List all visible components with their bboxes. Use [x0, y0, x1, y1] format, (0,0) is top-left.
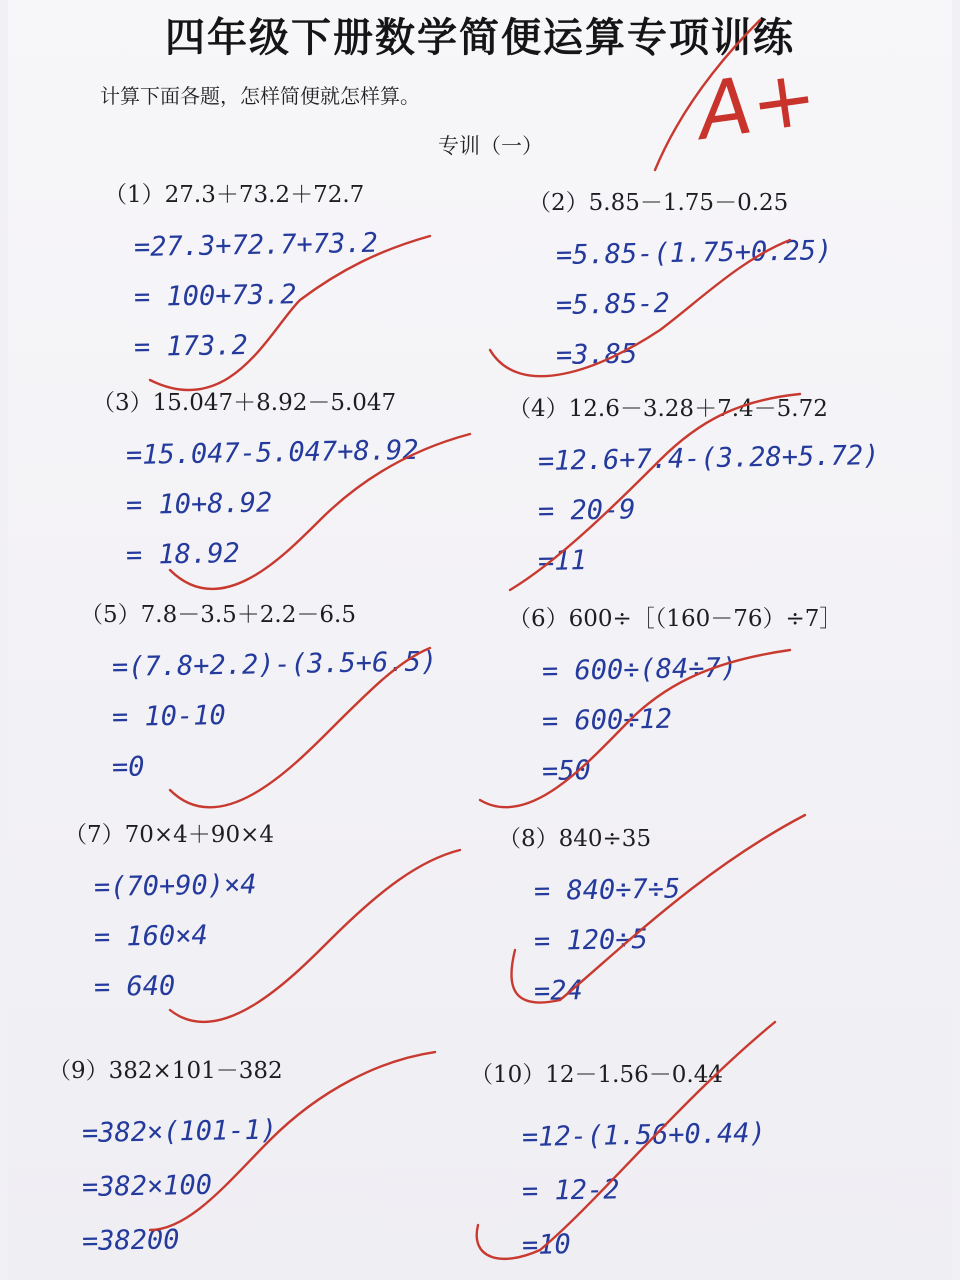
solution-step: = 18.92	[125, 538, 241, 571]
solution-step: = 840÷7÷5	[533, 873, 681, 907]
problem-question: （9）382×101－382	[48, 1058, 283, 1084]
solution-step: = 600÷(84÷7)	[541, 652, 738, 687]
solution-step: = 100+73.2	[133, 279, 297, 313]
solution-step: =5.85-2	[555, 288, 671, 321]
solution-step: = 600÷12	[541, 703, 673, 737]
solution-step: = 10+8.92	[125, 487, 273, 521]
problem-question: （8）840÷35	[498, 826, 652, 852]
problem-question: （4）12.6－3.28＋7.4－5.72	[508, 396, 828, 422]
solution-step: =11	[537, 545, 588, 577]
section-heading: 专训（一）	[438, 134, 543, 158]
solution-step: =382×(101-1)	[81, 1114, 278, 1149]
page-title: 四年级下册数学简便运算专项训练	[165, 15, 795, 61]
problem-10	[470, 1056, 940, 1273]
solution-step: =3.85	[555, 338, 638, 371]
solution-step: = 640	[93, 970, 176, 1003]
solution-step: =12.6+7.4-(3.28+5.72)	[537, 440, 880, 477]
problem-8	[498, 820, 918, 1017]
problem-question: （5）7.8－3.5＋2.2－6.5	[80, 602, 356, 628]
solution-step: =382×100	[81, 1169, 213, 1203]
solution-step: =(7.8+2.2)-(3.5+6.5)	[111, 646, 438, 683]
problem-7	[64, 816, 484, 1013]
solution-step: =5.85-(1.75+0.25)	[555, 235, 833, 271]
solution-step: = 173.2	[133, 330, 249, 363]
grade-mark: A+	[692, 52, 823, 158]
problem-question: （3）15.047＋8.92－5.047	[92, 390, 397, 416]
solution-step: =38200	[81, 1224, 180, 1257]
problem-question: （2）5.85－1.75－0.25	[528, 190, 789, 216]
problem-question: （10）12－1.56－0.44	[470, 1062, 723, 1088]
solution-step: =10	[521, 1229, 572, 1261]
solution-step: =15.047-5.047+8.92	[125, 434, 419, 471]
instruction-text: 计算下面各题，怎样简便就怎样算。	[100, 84, 420, 108]
worksheet	[8, 0, 952, 1280]
solution-step: = 160×4	[93, 920, 209, 953]
problem-5	[80, 596, 500, 793]
problem-question: （7）70×4＋90×4	[64, 822, 274, 848]
problem-4	[508, 390, 948, 587]
problem-2	[528, 184, 948, 381]
solution-step: =27.3+72.7+73.2	[133, 227, 379, 263]
problem-question: （1）27.3＋73.2＋72.7	[104, 182, 365, 208]
problem-question: （6）600÷［（160－76）÷7］	[508, 606, 843, 632]
problem-6	[508, 600, 928, 797]
solution-step: = 20-9	[537, 494, 636, 527]
solution-step: = 10-10	[111, 700, 227, 733]
solution-step: = 12-2	[521, 1174, 620, 1207]
solution-step: =12-(1.56+0.44)	[521, 1117, 767, 1153]
problem-3	[92, 384, 512, 581]
solution-step: =0	[111, 751, 145, 783]
solution-step: =50	[541, 755, 592, 787]
solution-step: =(70+90)×4	[93, 869, 257, 903]
solution-step: =24	[533, 975, 584, 1007]
problem-1	[104, 176, 524, 373]
problem-9	[48, 1052, 468, 1269]
solution-step: = 120÷5	[533, 924, 649, 957]
